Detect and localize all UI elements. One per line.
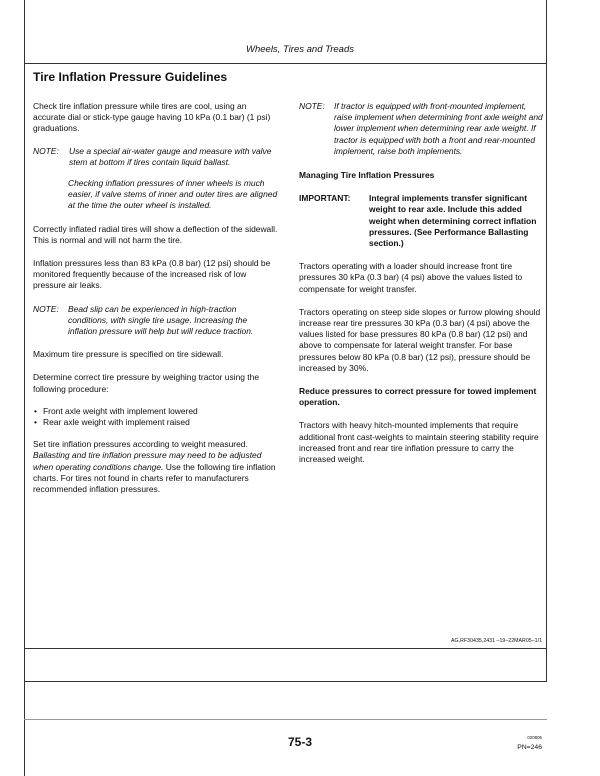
note-text: Use a special air-water gauge and measure with valve stem at bottom if tires contain liquid ballast. [69,145,272,167]
note-label: NOTE: [299,101,325,111]
paragraph: Check tire inflation pressure while tires are cool, using an accurate dial or stick-type gauge having 10 kPa (0.1 bar) (1 psi) graduations. [33,101,271,134]
list-item: • Front axle weight with implement lowered [33,406,278,417]
running-header: Wheels, Tires and Treads [246,44,354,55]
section-title: Tire Inflation Pressure Guidelines [33,70,228,84]
important-text: Integral implements transfer significant weight to rear axle. Include this added weight when determining correct inflation pressures. (See Performance Ballasting section.) [369,193,537,249]
list-item: • Rear axle weight with implement raised [33,417,278,428]
paragraph-text: Use the following tire inflation charts. For tires not found in charts refer to manufacturers recommended inflation pressures. [33,461,276,495]
paragraph: Tractors operating on steep side slopes or furrow plowing should increase rear tire pressures 30 kPa (0.3 bar) (4 psi) above the values listed for base pressures 80 kPa (0.8 bar) (12 psi) and above to compensate for lateral weight transfer. For base pressures below 80 kPa (0.8 bar) (12 psi), pressure should be increased by 30%. [299,306,541,373]
page-number: 75-3 [287,735,313,749]
reference-code: AG,RF30435,2431 –19–22MAR05–1/1 [451,638,542,644]
paragraph: Tractors operating with a loader should increase front tire pressures 30 kPa (0.3 bar) (4 psi) above the values listed to compensate for weight transfer. [299,261,523,294]
bullet-list [33,406,278,428]
note-label: NOTE: [33,303,59,314]
note [33,304,278,338]
note [33,146,278,168]
paragraph: Determine correct tire pressure by weighing tractor using the following procedure: [33,372,260,394]
paragraph: Maximum tire pressure is specified on tire sidewall. [33,349,224,360]
paragraph: Correctly inflated radial tires will show a deflection of the sidewall. This is normal and will not harm the tire. [33,223,278,245]
note-text: Checking inflation pressures of inner wheels is much easier, if valve stems of inner and outer tires are aligned at the time the outer wheel is installed. [68,178,278,211]
footer-pn: PN=246 [517,744,542,751]
left-column [33,101,278,495]
paragraph: Tractors with heavy hitch-mounted implements that require additional front cast-weights to maintain steering stability require increased front and rear tire inflation pressure to carry the increased weight. [299,420,539,465]
right-margin-rule-lower [546,649,547,681]
subheading: Managing Tire Inflation Pressures [299,170,435,181]
paragraph-text: Set tire inflation pressures according to weight measured. [33,439,248,450]
right-column [299,101,543,465]
note-text: If tractor is equipped with front-mounted implement, raise implement when determining front axle weight and lower implement when determining rear axle weight. If tractor is equipped with both a front and rear-mounted implement, raise both implements. [334,101,543,156]
note-text: Bead slip can be experienced in high-traction conditions, with single tire usage. Increasing the inflation pressure will help but will reduce traction. [68,303,254,337]
left-margin-rule-lower [24,649,25,776]
note [299,101,543,157]
paragraph [33,439,278,495]
bottom-rule [24,719,547,720]
footer-rule [24,681,547,682]
important-callout [299,193,543,249]
bold-paragraph: Reduce pressures to correct pressure for towed implement operation. [299,386,537,408]
important-label: IMPORTANT: [299,193,351,204]
note-continued [33,178,278,212]
footer-code: 020806 [527,735,542,740]
paragraph: Inflation pressures less than 83 kPa (0.8 bar) (12 psi) should be monitored frequently because of the increased risk of low pressure air leaks. [33,258,271,291]
note-label: NOTE: [33,145,59,156]
paragraph-italic: Ballasting and tire inflation pressure may need to be adjusted when operating conditions change. [33,450,262,472]
